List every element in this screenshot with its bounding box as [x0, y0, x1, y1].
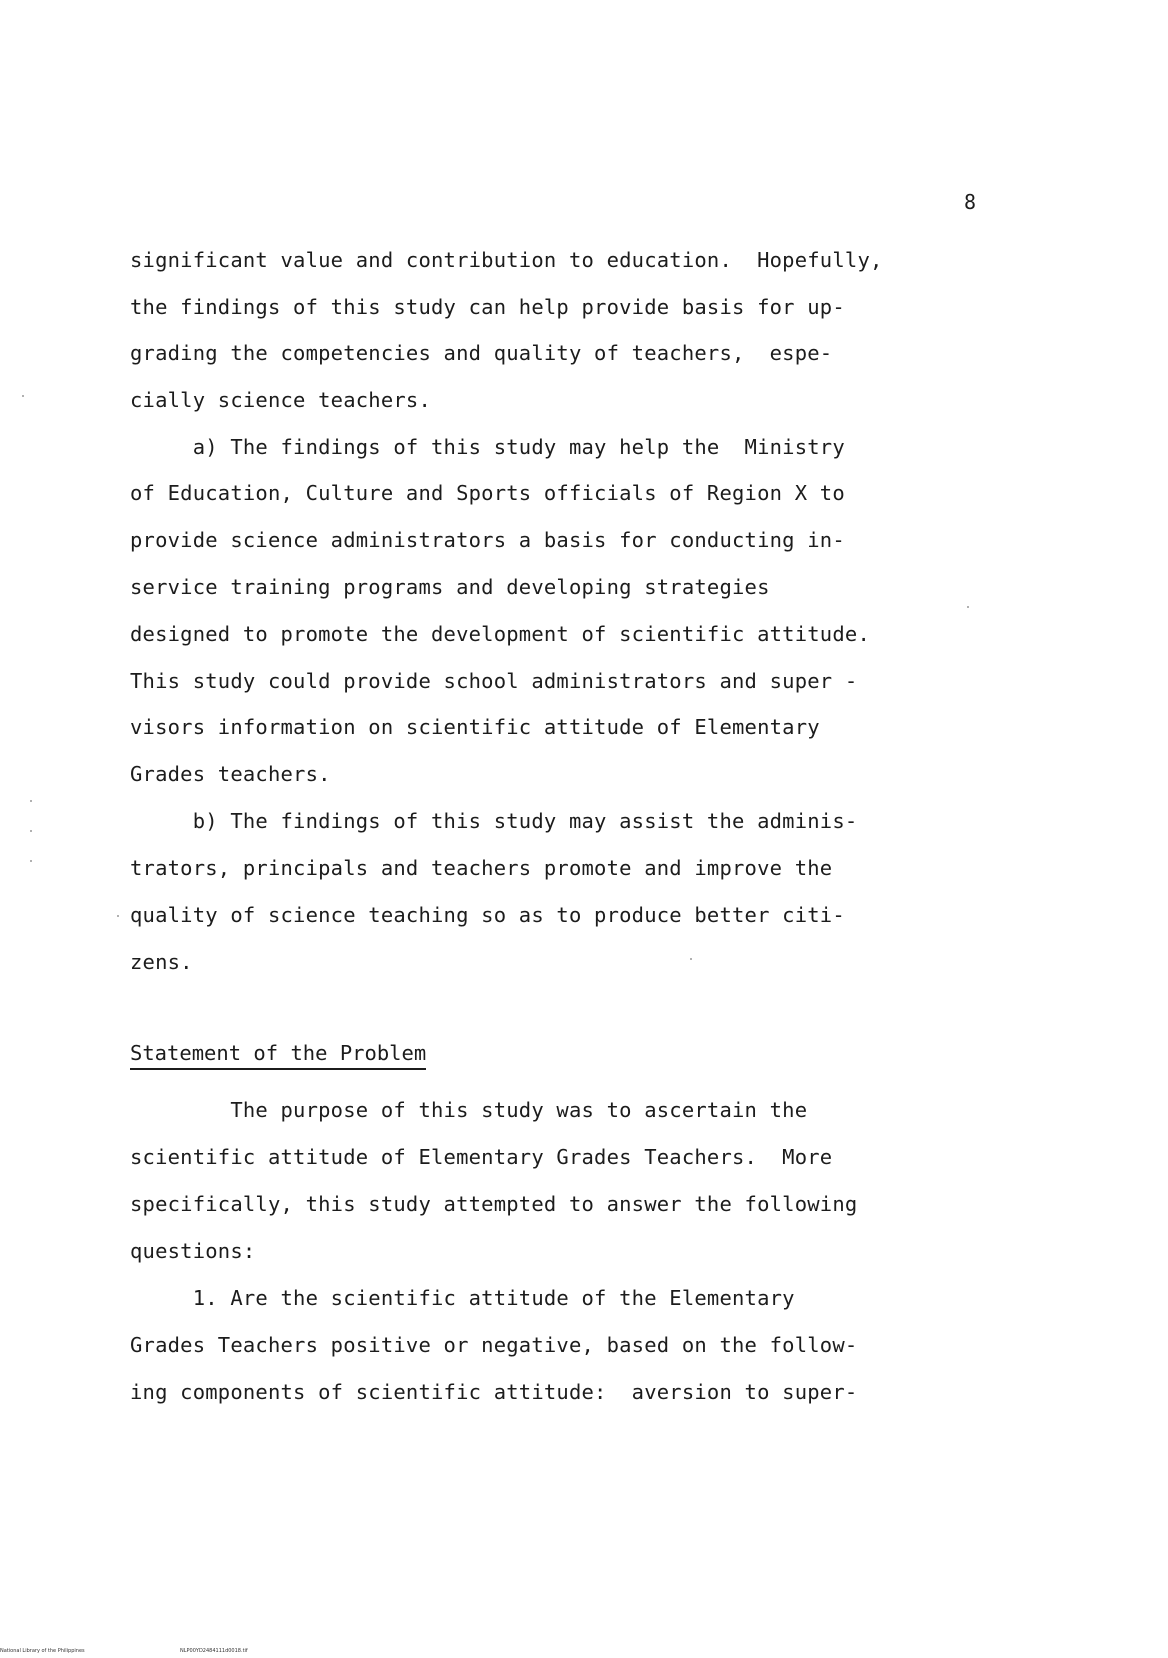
- body-line: a) The findings of this study may help the Ministry: [130, 435, 845, 459]
- body-line: trators, principals and teachers promote and improve the: [130, 856, 833, 880]
- body-line: The purpose of this study was to ascertain the: [130, 1098, 808, 1122]
- scan-speck: [30, 800, 32, 802]
- body-line: visors information on scientific attitude of Elementary: [130, 715, 820, 739]
- body-line: cially science teachers.: [130, 388, 432, 412]
- body-line: designed to promote the development of scientific attitude.: [130, 622, 870, 646]
- body-line: grading the competencies and quality of teachers, espe-: [130, 341, 833, 365]
- body-line: 1. Are the scientific attitude of the Elementary: [130, 1286, 795, 1310]
- scan-speck: [967, 606, 969, 608]
- scan-speck: [117, 915, 119, 917]
- body-line: scientific attitude of Elementary Grades Teachers. More: [130, 1145, 833, 1169]
- body-line: ing components of scientific attitude: aversion to super-: [130, 1380, 858, 1404]
- body-line: This study could provide school administrators and super -: [130, 669, 858, 693]
- body-line: b) The findings of this study may assist the adminis-: [130, 809, 858, 833]
- body-line: zens.: [130, 950, 193, 974]
- scan-speck: [690, 958, 692, 960]
- footer-library: National Library of the Philippines: [0, 1648, 85, 1654]
- body-line: Grades teachers.: [130, 762, 331, 786]
- body-line: of Education, Culture and Sports officials of Region X to: [130, 481, 845, 505]
- body-line: the findings of this study can help provide basis for up-: [130, 295, 845, 319]
- body-line: service training programs and developing strategies: [130, 575, 770, 599]
- footer-file: NLP00YD2484111d0018.tif: [180, 1648, 248, 1654]
- body-line: quality of science teaching so as to produce better citi-: [130, 903, 845, 927]
- body-line: specifically, this study attempted to answer the following: [130, 1192, 858, 1216]
- body-line: questions:: [130, 1239, 256, 1263]
- body-line: provide science administrators a basis for conducting in-: [130, 528, 845, 552]
- scan-speck: [30, 860, 32, 862]
- body-line: Grades Teachers positive or negative, based on the follow-: [130, 1333, 858, 1357]
- body-line: significant value and contribution to education. Hopefully,: [130, 248, 883, 272]
- scan-speck: [22, 395, 24, 397]
- section-heading: Statement of the Problem: [130, 1043, 426, 1070]
- scan-speck: [30, 830, 32, 832]
- page-number: 8: [964, 190, 977, 214]
